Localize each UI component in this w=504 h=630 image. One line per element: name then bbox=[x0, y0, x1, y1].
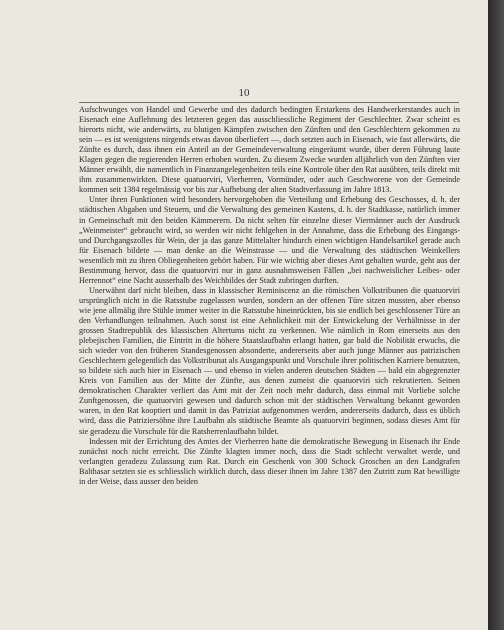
header-rule bbox=[79, 102, 459, 103]
paragraph: Aufschwunges von Handel und Gewerbe und des dadurch bedingten Erstarkens des Handwerkerstandes auch in Eisenach eine Auflehnung des letzteren gegen das ausschliessliche Regiment der Geschlechter. Zwar scheint es hierorts nicht, wie anderwärts, zu blutigen Kämpfen zwischen den Zünften und den Geschlechtern gekommen zu sein — es ist wenigstens nirgends etwas davon überliefert —, doch setzten auch in Eisenach, wie fast allerwärts, die Zünfte es durch, dass ihnen ein Anteil an der Gemeindeverwaltung eingeräumt wurde, über deren Führung laute Klagen gegen die regierenden Herren erhoben wurden. Zu diesem Zwecke wurden alljährlich von den Zünften vier Männer erwählt, die namentlich in Finanzangelegenheiten teils eine Kontrole über den Rat ausübten, teils direkt mit ihm zusammenwirkten. Diese quatuorviri, Vierherren, Vormünder, oder auch Geschworene von der Gemeinde kommen seit 1384 regelmässig vor bis zur Aufhebung der alten Stadtverfassung im Jahre 1813. bbox=[79, 105, 460, 195]
paragraph: Indessen mit der Errichtung des Amtes der Vierherren hatte die demokratische Bewegung in Eisenach ihr Ende zunächst noch nicht erreicht. Die Zünfte klagten immer noch, dass die Stadt schlecht verwaltet werde, und verlangten geradezu Zulassung zum Rat. Durch ein Geschenk von 300 Schock Groschen an den Landgrafen Balthasar setzten sie es schliesslich wirklich durch, dass dieser ihnen im Jahre 1387 den Zutritt zum Rat bewilligte in der Weise, dass ausser den beiden bbox=[79, 436, 460, 486]
paragraph: Unerwähnt darf nicht bleiben, dass in klassischer Reminiscenz an die römischen Volkstribunen die quatuorviri ursprünglich nicht in die Ratsstube zugelassen wurden, sondern an der offenen Türe sitzen mussten, aber ebenso wie jene allmälig ihre Stühle immer weiter in die Ratsstube hineinrückten, bis sie endlich bei geschlossener Türe an den Verhandlungen teilnahmen. Auch sonst ist eine Aehnlichkeit mit der Entwickelung der Verhältnisse in der grossen Stadtrepublik des klassischen Altertums nicht zu verkennen. Wie nämlich in Rom einerseits aus den plebejischen Familien, die Eintritt in die höhere Staatslaufbahn erlangt hatten, gar bald die Nobilität erwuchs, die sich wieder von den früheren Standesgenossen absonderte, andererseits aber auch junge Männer aus patrizischen Geschlechtern gelegentlich das Volkstribunat als Ausgangspunkt und Vorschule ihrer politischen Karriere benutzten, so bildete sich auch hier in Eisenach — und ebenso in vielen anderen deutschen Städten — bald ein abgegrenzter Kreis von Familien aus der Mitte der Zünfte, aus denen zumeist die quatuorviri sich rekrutierten. Seinen demokratischen Charakter verliert das Amt mit der Zeit noch mehr dadurch, dass einmal mit Vorliebe solche Zunftgenossen, die quatuorviri gewesen und dadurch schon mit der städtischen Verwaltung bekannt geworden waren, in den Rat kooptiert und damit in das Patriziat aufgenommen werden, andererseits dadurch, dass es üblich wird, dass die Patriziersöhne ihre Laufbahn als städtische Beamte als quatuorviri beginnen, sodass dieses Amt für sie geradezu die Vorschule für die Ratsherrenlaufbahn bildet. bbox=[79, 285, 460, 436]
page-edge bbox=[488, 0, 504, 630]
body-text bbox=[79, 105, 460, 487]
paragraph: Unter ihren Funktionen wird besonders hervorgehoben die Verteilung und Erhebung des Geschosses, d. h. der städtischen Abgaben und Steuern, und die Verwaltung des gemeinen Kastens, d. h. der Stadtkasse, natürlich immer in Gemeinschaft mit den beiden Kämmerern. Da nicht selten für einzelne dieser Viermänner auch der Ausdruck „Weinmeister“ gebraucht wird, so werden wir nicht fehlgehen in der Annahme, dass die Erhebung des Eingangs- und Durchgangszolles für Wein, der ja das ganze Mittelalter hindurch einen wichtigen Handelsartikel gerade auch für Eisenach bildete — man denke an die Weinstrasse — und die Verwaltung des städtischen Weinkellers wesentlich mit zu ihren Obliegenheiten gehört haben. Für wie wichtig aber dieses Amt gehalten wurde, geht aus der Bestimmung hervor, dass die quatuorviri nur in ganz ausnahmsweisen Fällen „bei nachweislicher Leibes- oder Herrennot“ eine Nacht ausserhalb des Weichbildes der Stadt zubringen durften. bbox=[79, 195, 460, 285]
page-number: 10 bbox=[238, 87, 250, 99]
